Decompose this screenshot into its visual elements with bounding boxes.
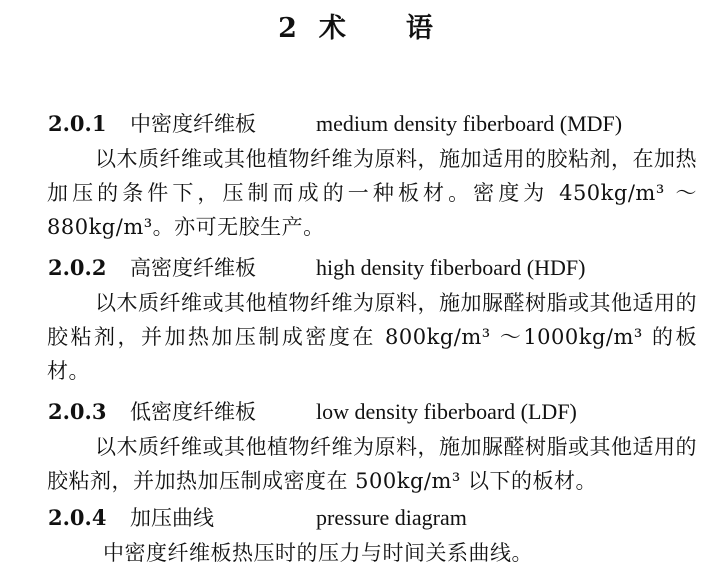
term-heading: [48, 504, 467, 532]
term-chinese: 中密度纤维板: [130, 112, 256, 136]
term-number: 2.0.4: [48, 505, 107, 530]
term-definition: 以木质纤维或其他植物纤维为原料，施加脲醛树脂或其他适用的胶粘剂，并加热加压制成密度在 500kg/m³ 以下的板材。: [47, 435, 697, 493]
term-number: 2.0.3: [48, 399, 107, 424]
term-english: low density fiberboard (LDF): [316, 399, 577, 424]
term-english: high density fiberboard (HDF): [316, 255, 586, 280]
term-definition: 中密度纤维板热压时的压力与时间关系曲线。: [103, 541, 533, 565]
term-english: pressure diagram: [316, 505, 467, 530]
term-chinese: 低密度纤维板: [130, 400, 256, 424]
term-heading: [48, 110, 622, 138]
term-english: medium density fiberboard (MDF): [316, 111, 623, 136]
term-chinese: 加压曲线: [130, 506, 214, 530]
term-chinese: 高密度纤维板: [130, 256, 256, 280]
term-heading: [48, 254, 585, 282]
term-definition: 以木质纤维或其他植物纤维为原料，施加脲醛树脂或其他适用的胶粘剂，并加热加压制成密度在 800kg/m³ ～1000kg/m³ 的板材。: [47, 291, 697, 383]
chapter-number: 2: [278, 13, 299, 44]
chapter-word-1: 术: [318, 13, 348, 44]
term-definition: 以木质纤维或其他植物纤维为原料，施加适用的胶粘剂，在加热加压的条件下，压制而成的一种板材。密度为 450kg/m³ ～880kg/m³。亦可无胶生产。: [47, 147, 697, 239]
term-number: 2.0.2: [48, 255, 107, 280]
term-number: 2.0.1: [48, 111, 107, 136]
chapter-word-2: 语: [405, 13, 435, 44]
chapter-title: [0, 6, 713, 45]
term-heading: [48, 398, 577, 426]
